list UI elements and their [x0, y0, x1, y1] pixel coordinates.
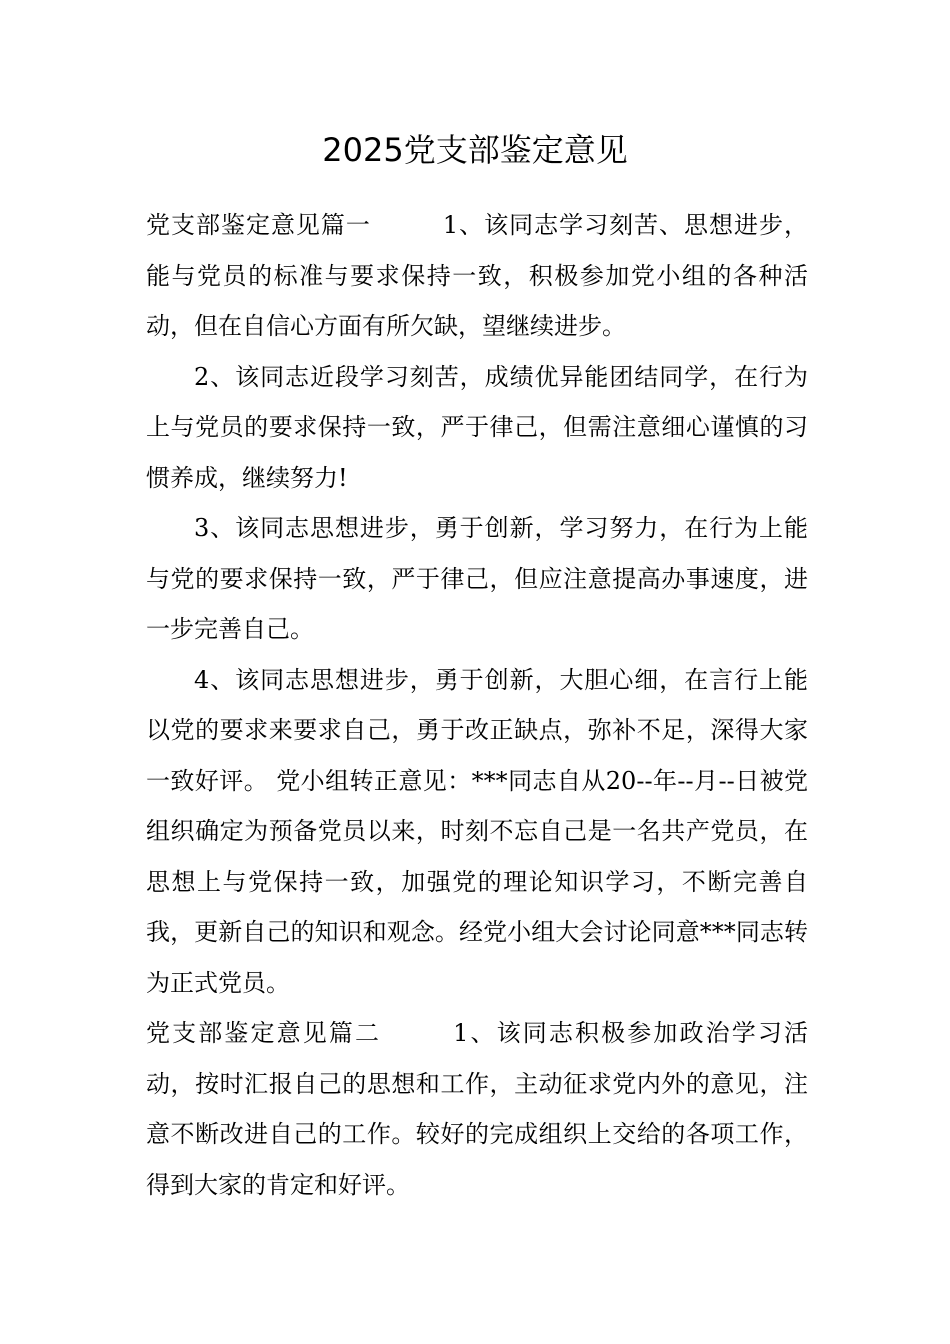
section-heading-two: 党支部鉴定意见篇二	[146, 1019, 382, 1047]
section-heading-one: 党支部鉴定意见篇一	[146, 211, 371, 239]
paragraph-item-two	[146, 352, 808, 504]
paragraph-section-one	[146, 200, 808, 352]
paragraph-text: 1、该同志积极参加政治学习活动，按时汇报自己的思想和工作，主动征求党内外的意见，注意不断改进自己的工作。较好的完成组织上交给的各项工作，得到大家的肯定和好评。	[146, 1019, 809, 1199]
paragraph-text: 3、该同志思想进步，勇于创新，学习努力，在行为上能与党的要求保持一致，严于律己，但应注意提高办事速度，进一步完善自己。	[146, 514, 808, 643]
paragraph-text: 2、该同志近段学习刻苦，成绩优异能团结同学，在行为上与党员的要求保持一致，严于律己，但需注意细心谨慎的习惯养成，继续努力!	[146, 362, 808, 492]
paragraph-section-two	[146, 1008, 808, 1210]
paragraph-item-three	[146, 503, 808, 655]
paragraph-item-four	[146, 655, 808, 1009]
document-body	[146, 200, 808, 1210]
document-title: 2025党支部鉴定意见	[322, 131, 628, 169]
paragraph-text: 4、该同志思想进步，勇于创新，大胆心细，在言行上能以党的要求来要求自己，勇于改正缺点，弥补不足，深得大家一致好评。 党小组转正意见：***同志自从20--年--月--日被党组织确定为预备党员以来，时刻不忘自己是一名共产党员，在思想上与党保持一致，加强党的理论知识学习，不断完善自我，更新自己的知识和观念。经党小组大会讨论同意***同志转为正式党员。	[146, 665, 808, 997]
paragraph-text: 1、该同志学习刻苦、思想进步，能与党员的标准与要求保持一致，积极参加党小组的各种活动，但在自信心方面有所欠缺，望继续进步。	[146, 211, 808, 340]
